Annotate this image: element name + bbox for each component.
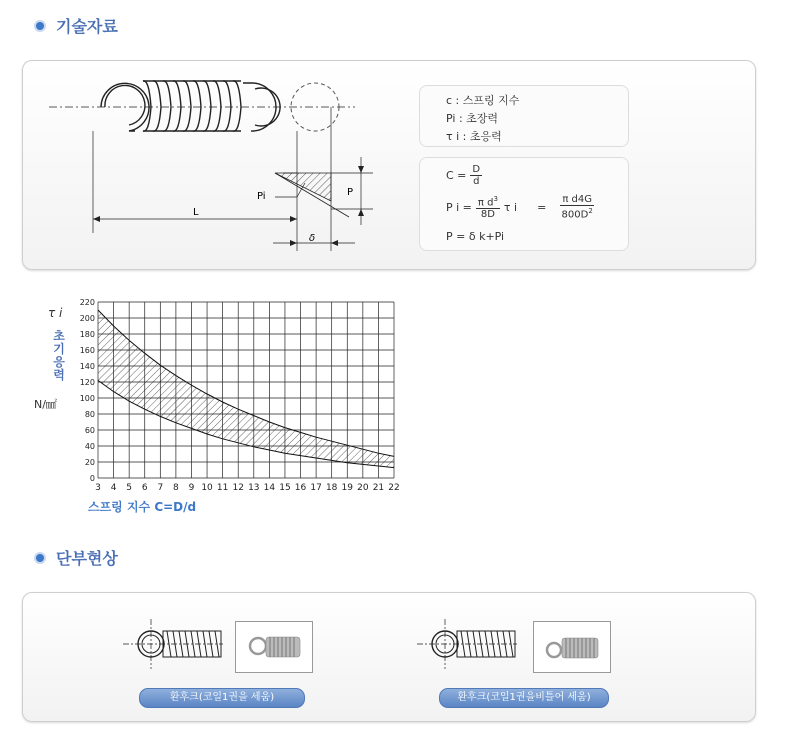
formula-pi-frac: [476, 194, 500, 220]
end-type-2-caption: 환후크(코일1권을비틀어 세움): [439, 688, 609, 708]
x-tick-label: 8: [173, 483, 179, 493]
formula-pi2-den: [562, 206, 593, 220]
label-pi: Pi: [257, 191, 266, 202]
section-title-end-text: 단부현상: [56, 549, 118, 568]
x-tick-label: 16: [294, 483, 307, 493]
x-tick-label: 21: [372, 483, 385, 493]
def-pi: Pi : 초장력: [446, 112, 499, 125]
y-tick-label: 60: [84, 426, 95, 435]
y-tick-label: 80: [84, 410, 95, 419]
formula-pi: [446, 194, 594, 220]
x-tick-label: 6: [141, 483, 148, 493]
formula-pi2-den-text: 800D: [561, 209, 589, 221]
x-tick-label: 15: [279, 483, 291, 493]
end-type-1-photo: [235, 621, 313, 673]
definitions-box: [419, 85, 629, 147]
x-tick-label: 14: [263, 483, 276, 493]
x-tick-label: 9: [188, 483, 195, 493]
x-tick-label: 12: [232, 483, 244, 493]
y-tick-label: 200: [79, 314, 95, 323]
x-tick-label: 11: [216, 483, 229, 493]
formula-c-lhs: C =: [446, 169, 467, 182]
stress-band-area: [98, 310, 394, 468]
x-tick-label: 4: [110, 483, 117, 493]
label-force: P: [347, 187, 354, 198]
def-tau: τ i : 초응력: [446, 130, 502, 143]
formula-pi-den: 8D: [480, 209, 495, 221]
y-tick-label: 40: [84, 442, 95, 451]
x-tick-label: 19: [341, 483, 353, 493]
y-tick-label: 140: [79, 362, 95, 371]
formula-pi-num-text: π d: [477, 197, 494, 209]
end-type-2-photo: [533, 621, 611, 673]
y-tick-label: 220: [79, 298, 95, 307]
x-tick-label: 10: [201, 483, 213, 493]
y-tick-label: 20: [84, 458, 95, 467]
end-panel: [22, 592, 756, 722]
end-type-2-drawing: [417, 619, 527, 679]
formula-pi2-num: π d4G: [562, 194, 592, 205]
formula-pi2-frac: [560, 194, 594, 220]
formula-eq: =: [537, 200, 547, 214]
spring-diagram: [43, 61, 373, 261]
x-tick-label: 13: [248, 483, 260, 493]
formula-c-num: D: [472, 164, 481, 175]
formula-pi2-den-sup: 2: [588, 207, 593, 215]
bullet-icon: [34, 20, 46, 32]
label-delta: δ: [309, 233, 316, 244]
formula-pi-num: [476, 194, 500, 209]
chart-xlabel: 스프링 지수 C=D/d: [88, 500, 197, 514]
formula-pi-tail: τ i: [503, 200, 518, 214]
section-title-tech-text: 기술자료: [56, 17, 118, 36]
label-length: L: [193, 207, 199, 218]
def-c: c : 스프링 지수: [446, 94, 520, 107]
formula-c-frac: [470, 164, 482, 187]
y-tick-label: 160: [79, 346, 95, 355]
spring-photo-1-icon: [236, 622, 312, 672]
formula-pi-num-sup: 3: [493, 195, 498, 203]
formula-box: [419, 157, 629, 251]
y-tick-label: 120: [79, 378, 95, 387]
y-tick-label: 180: [79, 330, 95, 339]
chart-plot: [76, 296, 406, 496]
y-tick-label: 100: [79, 394, 95, 403]
tech-panel: [22, 60, 756, 270]
x-tick-label: 22: [388, 483, 400, 493]
chart-ylabel-symbol: τ i: [48, 306, 63, 320]
x-tick-label: 17: [310, 483, 322, 493]
x-tick-label: 3: [95, 483, 101, 493]
stress-chart: [30, 296, 430, 516]
end-type-1-caption: 환후크(코일1권을 세움): [139, 688, 305, 708]
formula-p: P = δ k+Pi: [446, 230, 505, 243]
chart-ylabel-vert: 초기응력: [53, 329, 65, 382]
x-tick-label: 18: [325, 483, 338, 493]
formula-pi-lhs: P i =: [446, 200, 472, 214]
spring-photo-2-icon: [534, 622, 610, 672]
chart-ylabel-unit: N/㎟: [34, 398, 57, 411]
formula-c: [446, 164, 482, 187]
x-tick-label: 20: [357, 483, 369, 493]
formula-c-den: d: [473, 176, 480, 187]
end-type-1-drawing: [123, 619, 233, 679]
bullet-icon: [34, 552, 46, 564]
x-tick-label: 5: [126, 483, 133, 493]
y-tick-label: 0: [89, 474, 95, 483]
section-title-tech: [34, 14, 118, 37]
x-tick-label: 7: [157, 483, 164, 493]
section-title-end: [34, 546, 118, 569]
chart-ylabel-text: [52, 330, 66, 382]
